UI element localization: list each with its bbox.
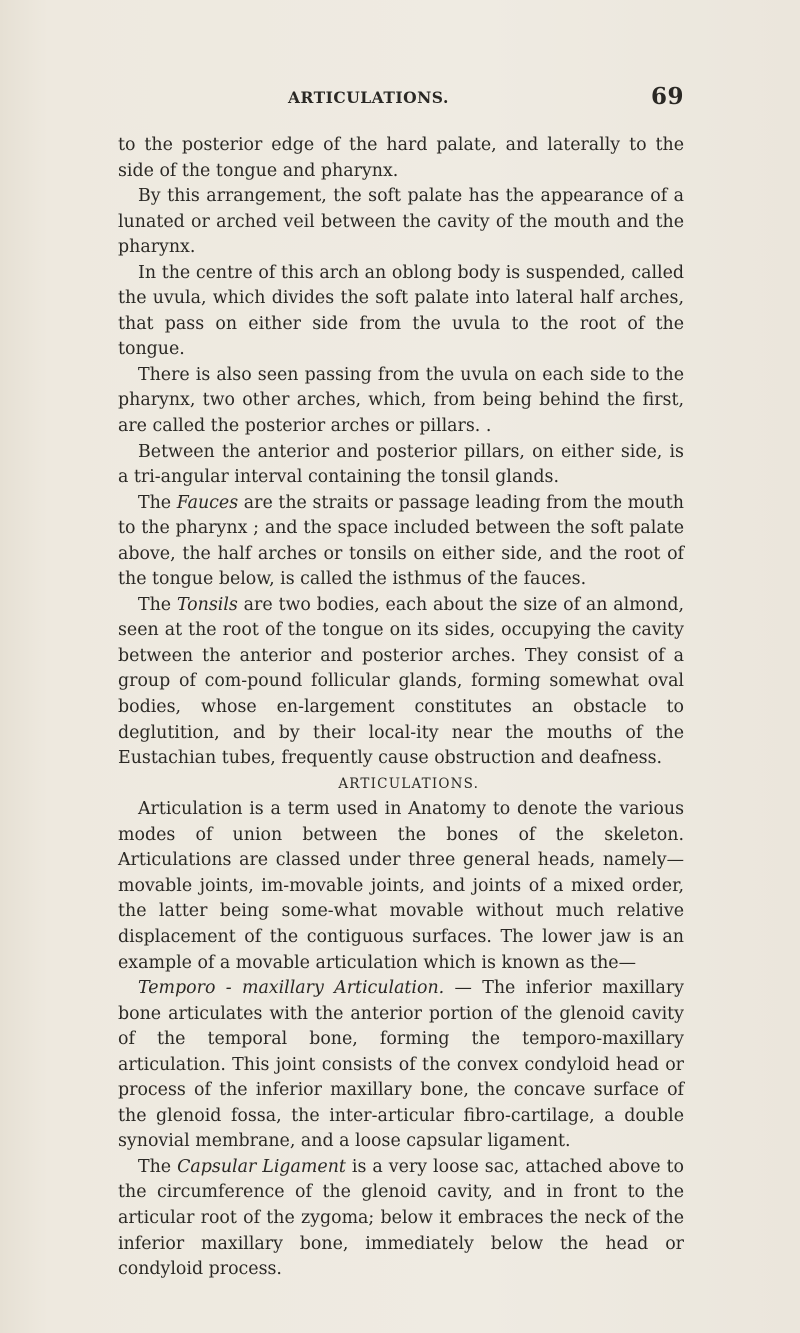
- paragraph-soft-palate: By this arrangement, the soft palate has the appearance of a lunated or arched veil between the cavity of the mouth and the pharynx.: [118, 186, 684, 258]
- paragraph-temporo-maxillary: [118, 976, 684, 1155]
- paragraph-uvula: In the centre of this arch an oblong body is suspended, called the uvula, which divides the soft palate into lateral half arches, that pass on either side from the uvula to the root of the tongue.: [118, 262, 684, 360]
- temporo-term: Temporo - maxillary Articulation.: [138, 978, 445, 999]
- temporo-text: — The inferior maxillary bone articulates with the anterior portion of the glenoid cavity of the temporal bone, forming the temporo-maxillary articulation. This joint consists of the convex condyloid head or process of the inferior maxillary bone, the concave surface of the glenoid fossa, the inter-articular fibro-cartilage, a double synovial membrane, and a loose capsular ligament.: [118, 978, 684, 1152]
- tonsils-term: Tonsils: [176, 594, 238, 615]
- running-head: [118, 83, 684, 110]
- paragraph-continuation: to the posterior edge of the hard palate, and laterally to the side of the tongue and pharynx.: [118, 135, 684, 181]
- fauces-text: are the straits or passage leading from the mouth to the pharynx ; and the space included between the soft palate above, the half arches or tonsils on either side, and the root of the tongue below, is called the isthmus of the fauces.: [118, 492, 684, 590]
- capsular-text: is a very loose sac, attached above to the circumference of the glenoid cavity, and in front to the articular root of the zygoma; below it embraces the neck of the inferior maxillary bone, immediately below the head or condyloid process.: [118, 1156, 684, 1280]
- paragraph-fauces: [118, 491, 684, 593]
- body-text: [118, 133, 684, 1283]
- running-title: ARTICULATIONS.: [288, 88, 449, 107]
- fauces-term: Fauces: [176, 492, 239, 513]
- tonsils-text: are two bodies, each about the size of an almond, seen at the root of the tongue on its sides, occupying the cavity between the anterior and posterior arches. They consist of a group of com-pound follicular glands, forming somewhat oval bodies, whose en-largement constitutes an obstacle to deglutition, and by their local-ity near the mouths of the Eustachian tubes, frequently cause obstruction and deafness.: [118, 594, 684, 769]
- paragraph-capsular-ligament: [118, 1155, 684, 1283]
- paragraph-tonsils: [118, 593, 684, 772]
- page-number: 69: [650, 83, 684, 110]
- section-heading: ARTICULATIONS.: [338, 775, 480, 792]
- capsular-term: Capsular Ligament: [177, 1156, 346, 1177]
- capsular-lead: The: [138, 1156, 178, 1177]
- paragraph-posterior-arches: There is also seen passing from the uvula on each side to the pharynx, two other arches, which, from being behind the first, are called the posterior arches or pillars. .: [118, 364, 684, 437]
- paragraph-tonsil-interval: Between the anterior and posterior pillars, on either side, is a tri-angular interval containing the tonsil glands.: [118, 441, 684, 488]
- paragraph-articulation: Articulation is a term used in Anatomy to denote the various modes of union between the bones of the skeleton. Articulations are classed under three general heads, namely—movable joints, im-movable joints, and joints of a mixed order, the latter being some-what movable without much relative displacement of the contiguous surfaces. The lower jaw is an example of a movable articulation which is known as the—: [118, 799, 684, 973]
- tonsils-lead: The: [138, 594, 177, 615]
- fauces-lead: The: [138, 492, 177, 513]
